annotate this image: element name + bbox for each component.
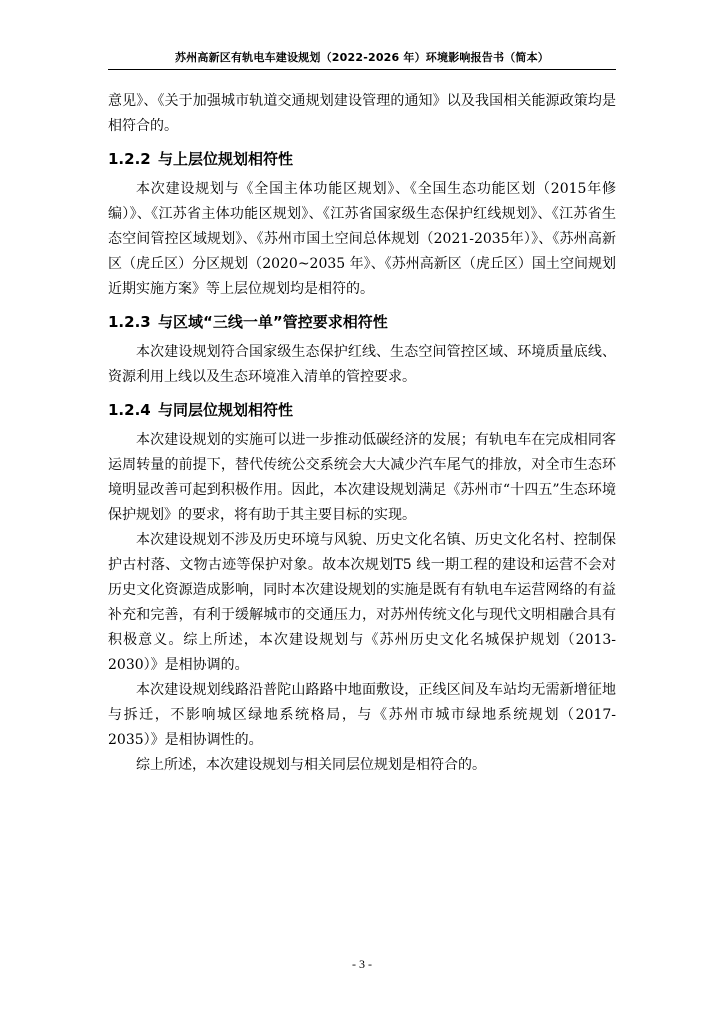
paragraph: 本次建设规划与《全国主体功能区规划》、《全国生态功能区划（2015年修编）》、《江苏省主体功能区规划》、《江苏省国家级生态保护红线规划》、《江苏省生态空间管控区域规划》、《苏州市国土空间总体规划（2021-2035年）》、《苏州高新区（虎丘区）分区规划（2020~2035 年》、《苏州高新区（虎丘区）国土空间规划近期实施方案》等上层位规划均是相符的。 bbox=[108, 181, 616, 297]
paragraph: 本次建设规划不涉及历史环境与风貌、历史文化名镇、历史文化名村、控制保护古村落、文物古迹等保护对象。故本次规划T5 线一期工程的建设和运营不会对历史文化资源造成影响，同时本次建设规划的实施是既有有轨电车运营网络的有益补充和完善，有利于缓解城市的交通压力，对苏州传统文化与现代文明相融合具有积极意义。综上所述，本次建设规划与《苏州历史文化名城保护规划（2013-2030）》是相协调的。 bbox=[108, 532, 616, 673]
paragraph: 本次建设规划线路沿普陀山路路中地面敷设，正线区间及车站均无需新增征地与拆迁，不影响城区绿地系统格局，与《苏州市城市绿地系统规划（2017-2035）》是相协调性的。 bbox=[108, 682, 616, 748]
paragraph: 本次建设规划的实施可以进一步推动低碳经济的发展；有轨电车在完成相同客运周转量的前提下，替代传统公交系统会大大减少汽车尾气的排放，对全市生态环境明显改善可起到积极作用。因此，本次建设规划满足《苏州市“十四五”生态环境保护规划》的要求，将有助于其主要目标的实现。 bbox=[108, 432, 616, 523]
section-heading-1-2-3 bbox=[108, 310, 616, 334]
page-number: - 3 - bbox=[352, 957, 372, 971]
section-title: 与区域“三线一单”管控要求相符性 bbox=[158, 313, 388, 331]
header-rule bbox=[108, 69, 616, 70]
paragraph: 本次建设规划符合国家级生态保护红线、生态空间管控区域、环境质量底线、资源利用上线以及生态环境准入清单的管控要求。 bbox=[108, 344, 616, 385]
section-number: 1.2.2 bbox=[108, 150, 151, 168]
document-body bbox=[108, 89, 616, 778]
section-title: 与同层位规划相符性 bbox=[158, 401, 294, 419]
running-header: 苏州高新区有轨电车建设规划（2022-2026 年）环境影响报告书（简本） bbox=[174, 51, 550, 64]
section-heading-1-2-2 bbox=[108, 147, 616, 171]
paragraph: 综上所述，本次建设规划与相关同层位规划是相符合的。 bbox=[136, 757, 486, 773]
section-heading-1-2-4 bbox=[108, 398, 616, 422]
section-number: 1.2.4 bbox=[108, 401, 151, 419]
paragraph: 意见》、《关于加强城市轨道交通规划建设管理的通知》以及我国相关能源政策均是相符合的。 bbox=[108, 93, 616, 134]
section-title: 与上层位规划相符性 bbox=[158, 150, 294, 168]
section-number: 1.2.3 bbox=[108, 313, 151, 331]
